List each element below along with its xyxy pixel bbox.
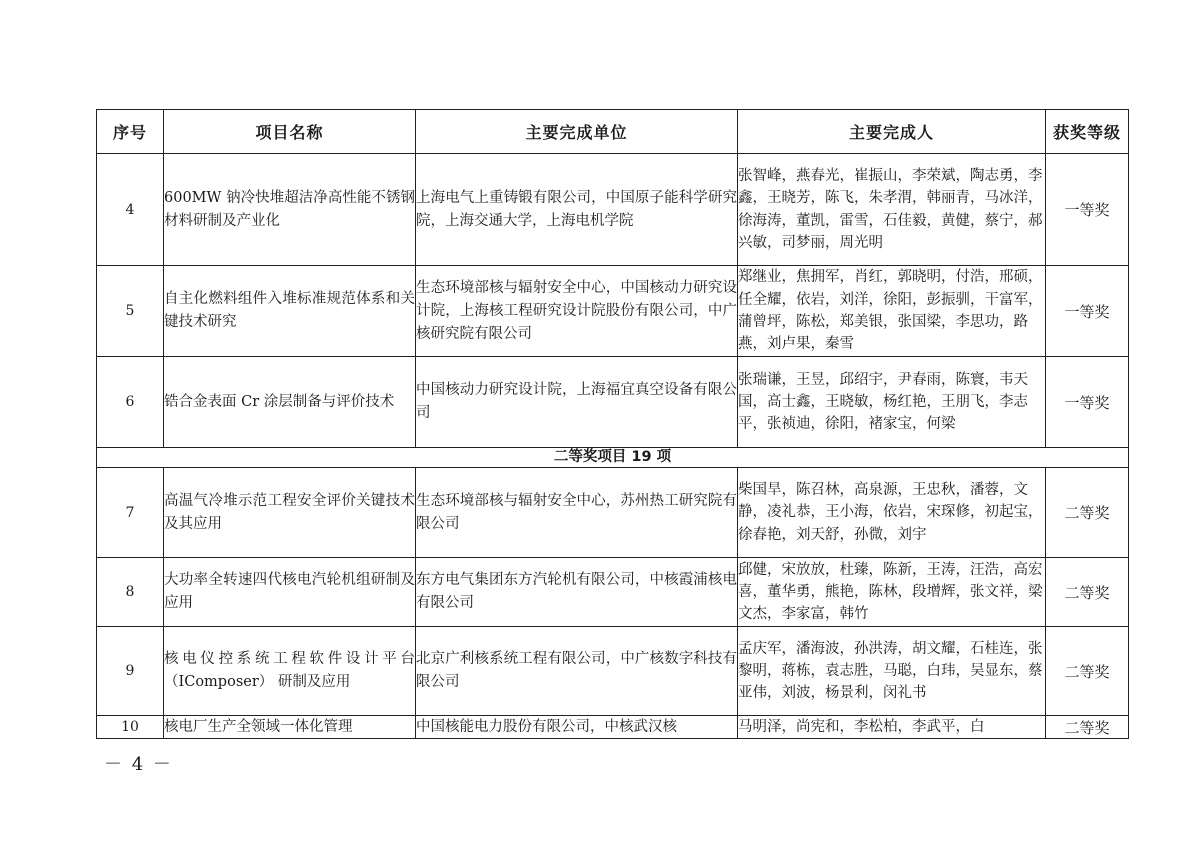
- cell-people: 邱健，宋放放，杜臻，陈新，王涛，汪浩，高宏喜，董华勇，熊艳，陈林，段增辉，张文祥，梁文杰，李家富，韩竹: [738, 558, 1046, 627]
- cell-level: 二等奖: [1046, 627, 1129, 716]
- cell-no: 6: [97, 357, 164, 448]
- cell-people: 柴国旱，陈召林，高泉源，王忠秋，潘蓉，文静，凌礼恭，王小海，依岩，宋琛修，初起宝，徐春艳，刘天舒，孙微，刘宇: [738, 468, 1046, 558]
- cell-no: 8: [97, 558, 164, 627]
- table-row: [97, 468, 1129, 558]
- cell-project-name: 自主化燃料组件入堆标准规范体系和关键技术研究: [164, 266, 416, 357]
- cell-unit: 中国核动力研究设计院，上海福宜真空设备有限公司: [416, 357, 738, 448]
- cell-unit: [416, 716, 738, 739]
- cell-project-name-text: 核电厂生产全领域一体化管理: [164, 719, 353, 735]
- table-row: [97, 627, 1129, 716]
- cell-level: 二等奖: [1046, 558, 1129, 627]
- awards-table: [96, 109, 1129, 739]
- cell-people: 孟庆军，潘海波，孙洪涛，胡文耀，石桂连，张黎明，蒋栋，袁志胜，马聪，白玮，吴显东，蔡亚伟，刘波，杨景利，闵礼书: [738, 627, 1046, 716]
- cell-level: 二等奖: [1046, 468, 1129, 558]
- cell-unit: 东方电气集团东方汽轮机有限公司，中核霞浦核电有限公司: [416, 558, 738, 627]
- cell-no: 5: [97, 266, 164, 357]
- table-row: [97, 716, 1129, 739]
- cell-project-name: 锆合金表面 Cr 涂层制备与评价技术: [164, 357, 416, 448]
- section-row: [97, 448, 1129, 468]
- cell-level: 一等奖: [1046, 266, 1129, 357]
- cell-no: 10: [97, 716, 164, 739]
- cell-project-name: 大功率全转速四代核电汽轮机组研制及应用: [164, 558, 416, 627]
- cell-people: [738, 716, 1046, 739]
- header-no: 序号: [97, 110, 164, 154]
- section-title: 二等奖项目 19 项: [97, 448, 1129, 468]
- cell-people: 郑继业，焦拥军，肖红，郭晓明，付浩，邢硕，任全耀，依岩，刘洋，徐阳，彭振驯，干富军，蒲曾坪，陈松，郑美银，张国梁，李思功，路燕，刘卢果，秦雪: [738, 266, 1046, 357]
- cell-level: 一等奖: [1046, 154, 1129, 266]
- page-number: － 4 －: [104, 754, 173, 775]
- header-unit: 主要完成单位: [416, 110, 738, 154]
- cell-no: 7: [97, 468, 164, 558]
- cell-level: 二等奖: [1046, 716, 1129, 739]
- table-row: [97, 558, 1129, 627]
- cell-people: 张智峰，燕春光，崔振山，李荣斌，陶志勇，李鑫，王晓芳，陈飞，朱孝渭，韩丽青，马冰洋，徐海涛，董凯，雷雪，石佳毅，黄健，蔡宁，郝兴敏，司梦丽，周光明: [738, 154, 1046, 266]
- cell-people-text: 马明泽，尚宪和，李松柏，李武平，白: [738, 719, 985, 735]
- cell-unit: 北京广利核系统工程有限公司，中广核数字科技有限公司: [416, 627, 738, 716]
- cell-project-name: 600MW 钠冷快堆超洁净高性能不锈钢材料研制及产业化: [164, 154, 416, 266]
- cell-unit: 上海电气上重铸锻有限公司，中国原子能科学研究院，上海交通大学，上海电机学院: [416, 154, 738, 266]
- cell-level: 一等奖: [1046, 357, 1129, 448]
- cell-unit: 生态环境部核与辐射安全中心，中国核动力研究设计院，上海核工程研究设计院股份有限公司，中广核研究院有限公司: [416, 266, 738, 357]
- cell-people: 张瑞谦，王昱，邱绍宇，尹春雨，陈寰，韦天国，高士鑫，王晓敏，杨红艳，王朋飞，李志平，张祯迪，徐阳，褚家宝，何梁: [738, 357, 1046, 448]
- cell-project-name: [164, 716, 416, 739]
- header-level: 获奖等级: [1046, 110, 1129, 154]
- table-header-row: [97, 110, 1129, 154]
- header-project-name: 项目名称: [164, 110, 416, 154]
- cell-unit: 生态环境部核与辐射安全中心，苏州热工研究院有限公司: [416, 468, 738, 558]
- cell-unit-text: 中国核能电力股份有限公司，中核武汉核: [416, 719, 677, 735]
- table-row: [97, 357, 1129, 448]
- table-row: [97, 154, 1129, 266]
- cell-no: 9: [97, 627, 164, 716]
- header-people: 主要完成人: [738, 110, 1046, 154]
- cell-project-name: 高温气冷堆示范工程安全评价关键技术及其应用: [164, 468, 416, 558]
- cell-project-name: 核电仪控系统工程软件设计平台（IComposer） 研制及应用: [164, 627, 416, 716]
- cell-no: 4: [97, 154, 164, 266]
- table-row: [97, 266, 1129, 357]
